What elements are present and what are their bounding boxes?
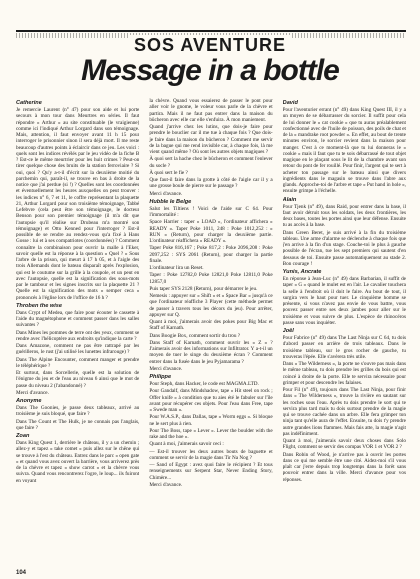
letter-paragraph: Merci d'avance. bbox=[16, 389, 49, 396]
letter-paragraph: Dans Boogie Box, comment sortir du trou ? bbox=[149, 332, 241, 339]
letter-paragraph: Merci d'avance. bbox=[149, 365, 183, 372]
letter-paragraph: Dans « The Wilderness », la porte ne s'ouvre pas mais dans le même tableau, tu dois prendre les grilles du bois qui est coincé à droite de la porte. Elle te servira nécessaire pour grimper et pour descendre les falaises. bbox=[282, 361, 406, 386]
letter-paragraph: Dans The Goonies, je passe deux tableaux, arrivé au troisième je suis bloqué, que faire ? bbox=[16, 405, 140, 418]
letter-author: Joël bbox=[282, 328, 294, 334]
letter-paragraph: Que faut-il faire dans la grotte à côté de l'aigle car il y a une grosse boule de pierre sur le passage ? bbox=[149, 177, 273, 190]
letter-author: Zoan bbox=[16, 433, 30, 439]
letter-paragraph: Pour Gandalf, dans Mindshadow, tape « Hit steel on rock ; Offer knife » à condition que tu aies été le fabuler sur l'île avant pour récupérer ces objets. Pour l'eau dans Free, tape « Swede man ». bbox=[149, 388, 273, 413]
letter-paragraph: — Sand of Egypt : avez quoi faire le récipient ? Et tous renseignements sur Serpent Star, Never Ending Story, Chimère... bbox=[149, 462, 273, 481]
section-kicker bbox=[0, 35, 420, 56]
column-right bbox=[283, 98, 406, 565]
letter-paragraph: Taper : Poke 12782,0 Poke 12821,0 Poke 12811,0 Poke 12857,0 bbox=[149, 272, 273, 285]
letter-author: Yunis, Ancrate bbox=[282, 269, 322, 275]
letter-author: Alain bbox=[282, 196, 297, 203]
letter-author: Philippe bbox=[149, 374, 172, 380]
letter-paragraph: Dans Green Beret, je suis arrivé à la fin du troisième tableau. Une arme d'alarme se déclenche à chaque fois que j'en arrive à la fin d'un stage. Couche-toi le plus à gauche possible de l'écran, tue les sept premiers qui sautent d'en dessous de toi. Ensuite passe automatiquement au stade 2. Bon courage ! bbox=[282, 229, 406, 267]
letter-paragraph: Dans Mines les pommes de terre ont des yeux, comment se rendre avec l'hélicoptère aux endroits qu'indique la carte ? bbox=[16, 329, 140, 342]
letter-paragraph: Je remercie Laurent (n° 47) pour son aide et lui porte secours à mon tour dans Meurtres en séries. Il faut répondre « Arthur » au site constituable (le vraigienne) comme ici l'indiqué Arthur Lorgard dans son témoignage. Mais, attention, il faut envoyer avant 11 h 15 pour interroger le prisonnier sinon il sera déjà mort. Il me reste beaucoup d'autres points à éclaircir dans ce jeu. Les voici : quels sont les indices révélés par le jeu vidéo de la fiche B ? Est-ce le même meurtrier pour les huit crimes ? Peut-on tirer quelque chose des bruits de la station ferroviaire ? Si oui, quoi ? Qu'y a-t-il d'écrit sur la deuxième moitié du parchemin qui, paraît-il, se trouve en bas à droite de la notice que j'ai perdue (si !) ? Quelles sont les coordonnées et éventuellement les heures auxquelles on peut trouver : les indices n° 6, 7 et 11, le coffre représentant la plaquette 21, Arthur Lorgard pour son troisième témoignage, Tabbé Lefebvre (cela peut être son témoignage, le docteur Benson pour son premier témoignage (il m'a dit que l'autopsie qu'il réalise sur Drubeau m'a montré son témoignage) et Otto Kenned pour l'interroger ? Est-il possible de se rendre au rendez-vous qu'a fixé à Hans Gosse : lui et à ses compatriotes (coordonnées) ? Comment connaître la combinaison pour ouvrir la malle à l'Eker, savoir quelle est la réponse à la question « Quel ? » Sous l'arbre de la prison, qui meurt à 17 h 05, et à l'aigle des trois Allemands dont le bateau disparaît après l'explosion, qui est le coutume sur la grille à la coupole, et un peut en avec l'autopsie, quelle est la signification des sous-mots par le tambour et les signes inscrits sur la plaquette 21 ? Quelle est la signification des mots « semper ceca » prononcés à l'église lors de l'office de 16 h ? bbox=[16, 107, 140, 301]
letter-author: Throben the wise bbox=[16, 302, 62, 309]
letter-paragraph: Nemesis : appuyer sur « Shift » et « Space Bar » jusqu'à ce que l'ordinateur réaffiche 3 Player (cette méthode permet de passer à travers tous les décors du jeu). Pour arrêter, appuyer sur Q. bbox=[149, 293, 273, 318]
column-left bbox=[16, 98, 139, 565]
article-columns bbox=[16, 98, 406, 565]
letter-paragraph: Quant à moi, j'aimerais savoir ceci : bbox=[149, 441, 224, 448]
letter-author: Hubble le Belge bbox=[149, 198, 192, 205]
letter-paragraph: Dans Crypt of Medea, que faire pour écouter le cassette à l'aide du magnétophone et comment passer dans les salles suivantes ? bbox=[16, 309, 140, 329]
letter-paragraph: Dans Robin of Wood, je n'arrive pas à ouvrir les portes dans ce qui me semble être une cité. Aidez-moi s'il vous plaît car j'erre depuis trop longtemps dans la forêt sans pouvoir entrer dans la ville. Merci d'avance pour vos réponses. bbox=[282, 451, 406, 483]
letter-paragraph: Pour W.A.S.P., dans Dallas, tape « Worm eggs ». Si bloque ne le sert plus à rien. bbox=[149, 414, 273, 427]
header-rule bbox=[16, 30, 406, 32]
letter-paragraph: — Est-il trouver les deux autres bouts de baguette et comment se servir de la magie dans Tir Na Nog ? bbox=[149, 448, 273, 461]
letter-paragraph: En réponse à Jean-Luc (n° 49) dans Barbarian, il suffit de taper « G » quand le mulet est en l'air. Le cavalier touchera la selle à l'endroit où il doit le faire. Au bout de tout, il surgira vers le haut pour tuer. Le cinquième homme se présente, si vous n'avez pas envie de vous battre, vous pouvez passer entre ses deux jambes pour aller sur le troisième et vous suivre de plus. L'espèce de rhinocéros passe sans vous inquiéter. bbox=[282, 276, 406, 326]
letter-paragraph: Dans The Alpine Encounter, comment manger et prendre le téléphérique ? bbox=[16, 356, 140, 369]
letter-author: Anonyme bbox=[16, 398, 42, 404]
page-number: 104 bbox=[16, 570, 27, 576]
letter-paragraph: Et surtout, dans Sorcellerie, quelle est la solution de l'énigme du jeu et de l'eau au niveau 6 ainsi que le mot de passe du niveau 2 (l'abandonné) ? bbox=[16, 370, 140, 389]
letter-paragraph: Merci d'avance. bbox=[149, 481, 183, 488]
letter-paragraph: Pour l'aventurier errant (n° 49) dans King Quest III, il y a un moyen de se débarrasser du sorcier. Il suffit pour cela de lui donner le « cat cookie » que tu auras préalablement confectionné avec de l'huile de poisson, des poils de chat et de la « mandrake root powder ». En effet, au bout de trente minutes environ, le sorcier revient dans la maison pour manger. C'est à ce moment-là que tu lui donneras le « cookie » mais il faut que tu te sois débarrassé de tout objet magique en le plaçant sous le lit de la chambre avant son retour du pont de fer rouillé. Pour finir, l'argent qui te sert à acheter ton passage sur le bateau ainsi que divers ingrédients dans le magasin se trouve dans l'abre aux glands. Approche-toi de l'arbre et tape « Put hand in hole », ensuite grimpe à l'échelle. bbox=[282, 107, 406, 195]
letter-paragraph: Merci d'avance. bbox=[149, 190, 183, 197]
letter-paragraph: Pour The Boss, tape « Lever ». Lever the boulder with the rake and the hoe ». bbox=[149, 427, 273, 440]
letter-paragraph: Quand j'arrive chez les lutins, que dois-je faire pour prendre le bouclier car il me tue à chaque fois ? Que dois-je faire dans la maison du bûcheron ? Comment me servir de la bague qui me rend invisible car, à chaque fois, là me vient quand même ? Où sont les autres objets magiques ? bbox=[149, 124, 273, 155]
letter-paragraph: Dans Amazone, comment ne pas être rattrapé par les guérilleros, le rust (j'ai utilisé les lunettes infrarouge) ? bbox=[16, 343, 140, 356]
letter-paragraph: Space Harrier : taper « LOAD », l'ordinateur affichera « READY ». Taper Poke 1011, 248 : Poke 1012,252 : « RUN » (Return), pour charger la deuxième partie. L'ordinateur réaffichera « READY ». bbox=[149, 219, 273, 244]
letter-paragraph: la chèvre. Quand vous essaierez de passer le pont pour aller voir le gnome, le voleur vous parle de la chèvre et partira. Mais il ne faut pas entrer dans la maison du bûcheron avec elle car elle s'enfuira. À mon maniement. bbox=[149, 98, 273, 123]
letter-author: David bbox=[282, 100, 298, 106]
letter-paragraph: L'ordinateur lira un Reset. bbox=[149, 265, 204, 271]
section-kicker-text: SOS AVENTURE bbox=[128, 35, 292, 55]
letter-paragraph: À quoi sert le fie ? bbox=[149, 169, 188, 176]
letter-paragraph: Puis taper SYS 2128 (Return), pour démarrer le jeu. bbox=[149, 285, 258, 292]
letter-paragraph: Dans King Quest 1, derrière le château, il y a un chemin ; allez-y et tapez « take comet » puis allez sur le chêne qui se trouve à l'est du château. Entrez dans le parc « open gate » et quand vous avez ouvert la barrière, vous arriverez près de la chèvre et tapez « show carrot » et la chèvre vous suivra. Quand vous rencontrerez l'ogre, le loup... ils fuiront en voyant bbox=[16, 440, 140, 484]
page-title: Message in a bottle bbox=[81, 54, 339, 87]
letter-paragraph: Pour Tjenk (n° 49), dans Raid, pour entrer dans la base, il faut avoir détruit tous les soldats, les deux frontières, les deux bases, toutes les portes ainsi que leur défense. Ensuite tu as accès à la base. bbox=[282, 203, 406, 229]
letter-paragraph: Dans The Count et The Hulk, je ne connais pas l'anglais, que faire ? bbox=[16, 418, 140, 431]
letter-paragraph: À quoi sert la hache chez le bûcheron et comment l'enlever du socle ? bbox=[149, 156, 273, 169]
letter-paragraph: Quant à moi, j'aimerais savoir deux choses dans Solo Flight, comment se servir des compas VOR 1 et VOR 2 ? bbox=[282, 438, 406, 451]
letter-paragraph: Quant à moi, j'aimerais avoir des pokes pour Big Mac et Staff of Karnath. bbox=[149, 319, 273, 332]
letter-paragraph: Pour Fabrice (n° 49) dans The Last Ninja sur C 64, tu dois d'abord passer en arrière de trois tableaux. Dans le troisième tableau, sur le gros rocher de gauche, tu trouveras l'épée. Elle s'avèrera très utile. bbox=[282, 335, 406, 360]
letter-paragraph: Pour Fil (n° 49), toujours dans The Last Ninja, pour finir dans « The Wilderness », trouve la rivière en sautant sur les roches sous l'eau. Après tu dois prendre le sort qui te servira plus tard mais tu dois surtout prendre de la magie qui se trouve cachée dans un arbre. Elle fera grimper ton ninja tant qu'elle aura de l'effet. Ensuite, tu dois t'y prendre autre grandes lions flammes. Mais fais atte, la magie n'agit pas indéfiniment. bbox=[282, 387, 406, 437]
column-middle bbox=[149, 98, 272, 565]
letter-paragraph: Taper Poke 816,167 ; Poke 817,2 : Poke 2096,208 : Poke 2097,252 : SYS 2061 (Return), pour charger la partie finale. bbox=[149, 245, 273, 264]
letter-paragraph: Pour Steph, dans Hacker, le code est MAGMA.LTD. bbox=[149, 381, 259, 387]
letter-author: Catherine bbox=[16, 100, 42, 106]
letter-paragraph: Salut les Tiltiens ! Voici de l'aide sur C 64. Pour l'immortalité : bbox=[149, 205, 273, 218]
letter-paragraph: Dans Staff of Karnath, comment ouvrir les « Z » ? J'aimerais avoir des informations sur Infiltrator. Y a-t-il un moyen de tuer le singe du deuxième écran ? Comment entrer dans la fusée dans le jeu Pyjamarama ? bbox=[149, 339, 273, 365]
